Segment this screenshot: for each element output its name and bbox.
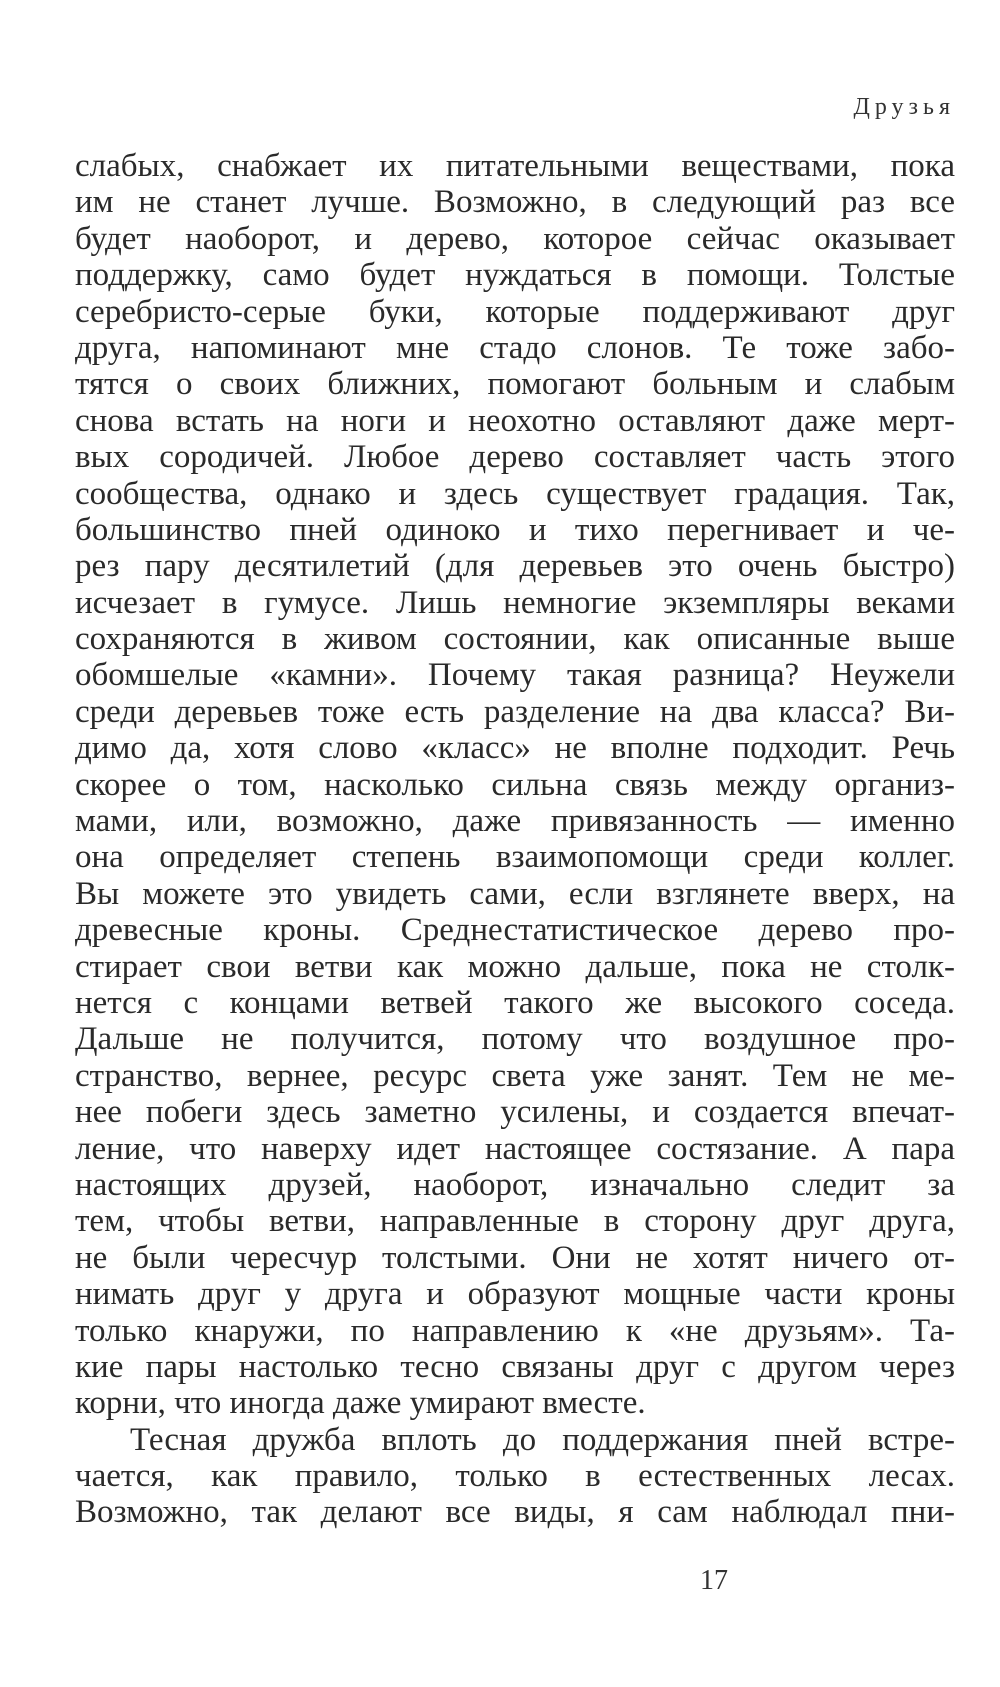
text-line: снова встать на ноги и неохотно оставляют даже мерт- <box>75 402 955 439</box>
text-line: поддержку, само будет нуждаться в помощи. Толстые <box>75 257 955 294</box>
text-line: нее побеги здесь заметно усилены, и создается впечат- <box>75 1094 955 1131</box>
text-line: Возможно, так делают все виды, я сам наблюдал пни- <box>75 1494 955 1531</box>
page-number: 17 <box>700 1565 728 1596</box>
text-line: димо да, хотя слово «класс» не вполне подходит. Речь <box>75 730 955 767</box>
text-line: тем, чтобы ветви, направленные в сторону друг друга, <box>75 1203 955 1240</box>
text-line: исчезает в гумусе. Лишь немногие экземпляры веками <box>75 584 955 621</box>
text-line: сообщества, однако и здесь существует градация. Так, <box>75 475 955 512</box>
text-line: нимать друг у друга и образуют мощные части кроны <box>75 1276 955 1313</box>
text-line: сохраняются в живом состоянии, как описанные выше <box>75 621 955 658</box>
text-line: обомшелые «камни». Почему такая разница? Неужели <box>75 657 955 694</box>
text-line: ление, что наверху идет настоящее состязание. А пара <box>75 1130 955 1167</box>
text-line: настоящих друзей, наоборот, изначально следит за <box>75 1166 955 1203</box>
text-line: древесные кроны. Среднестатистическое дерево про- <box>75 912 955 949</box>
text-line: нется с концами ветвей такого же высокого соседа. <box>75 984 955 1021</box>
text-line: рез пару десятилетий (для деревьев это очень быстро) <box>75 548 955 585</box>
text-line: Дальше не получится, потому что воздушное про- <box>75 1021 955 1058</box>
text-line: она определяет степень взаимопомощи среди коллег. <box>75 839 955 876</box>
text-line: будет наоборот, и дерево, которое сейчас оказывает <box>75 220 955 257</box>
text-line: им не станет лучше. Возможно, в следующий раз все <box>75 184 955 221</box>
text-line: чается, как правило, только в естественных лесах. <box>75 1458 955 1495</box>
text-line: стирает свои ветви как можно дальше, пока не столк- <box>75 948 955 985</box>
text-line: серебристо-серые буки, которые поддерживают друг <box>75 293 955 330</box>
text-line: мами, или, возможно, даже привязанность — именно <box>75 803 955 840</box>
running-header: Друзья <box>853 94 955 120</box>
text-line: Тесная дружба вплоть до поддержания пней встре- <box>130 1421 955 1458</box>
text-line: корни, что иногда даже умирают вместе. <box>75 1385 646 1422</box>
text-line: только кнаружи, по направлению к «не друзьям». Та- <box>75 1312 955 1349</box>
text-line: скорее о том, насколько сильна связь между организ- <box>75 766 955 803</box>
text-line: большинство пней одиноко и тихо перегнивает и че- <box>75 511 955 548</box>
text-line: друга, напоминают мне стадо слонов. Те тоже забо- <box>75 329 955 366</box>
text-line: странство, вернее, ресурс света уже занят. Тем не ме- <box>75 1057 955 1094</box>
text-line: не были чересчур толстыми. Они не хотят ничего от- <box>75 1239 955 1276</box>
text-line: тятся о своих ближних, помогают больным и слабым <box>75 366 955 403</box>
text-line: среди деревьев тоже есть разделение на два класса? Ви- <box>75 693 955 730</box>
text-line: слабых, снабжает их питательными веществами, пока <box>75 148 955 184</box>
text-line: вых сородичей. Любое дерево составляет часть этого <box>75 439 955 476</box>
text-line: Вы можете это увидеть сами, если взглянете вверх, на <box>75 875 955 912</box>
text-line: кие пары настолько тесно связаны друг с другом через <box>75 1348 955 1385</box>
body-text <box>75 148 955 1531</box>
